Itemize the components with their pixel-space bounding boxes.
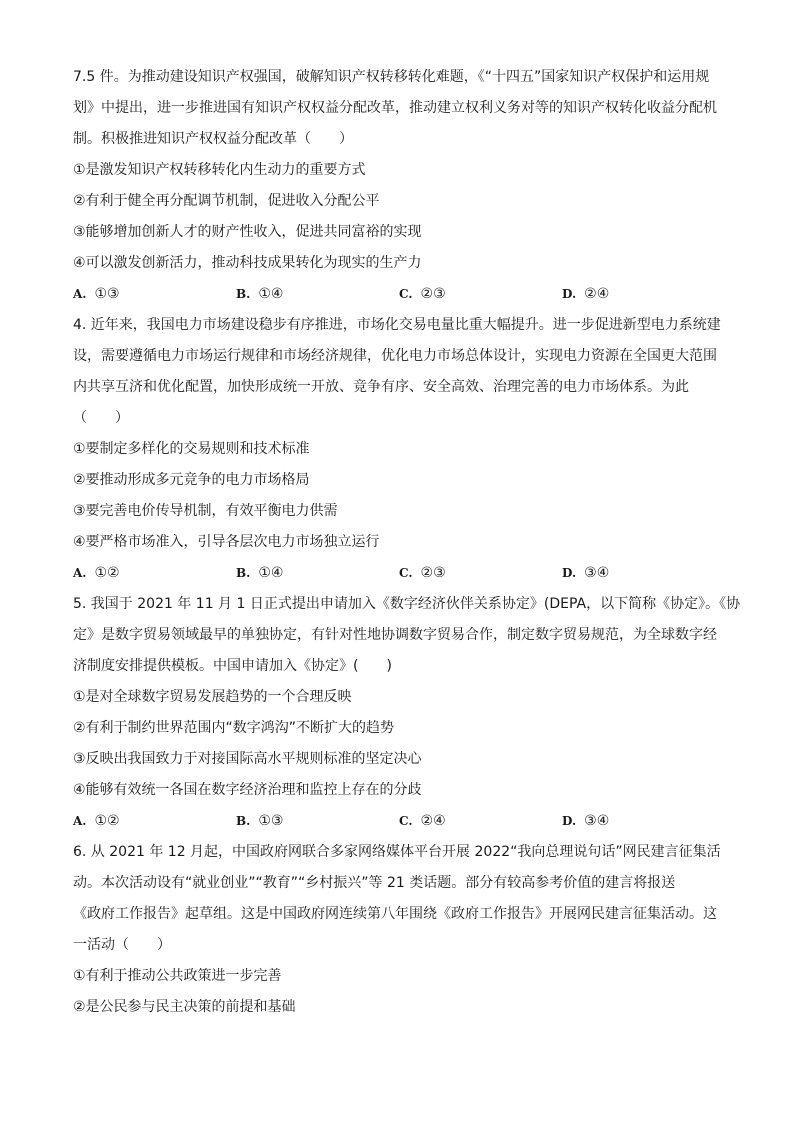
statement-4: ④可以激发创新活力，推动科技成果转化为现实的生产力 (73, 255, 422, 271)
answer-options (73, 558, 725, 589)
statement-3: ③要完善电价传导机制，有效平衡电力供需 (73, 503, 338, 519)
stem-line: 5. 我国于 2021 年 11 月 1 日正式提出申请加入《数字经济伙伴关系协定》(DEPA，以下简称《协定》。《协 (73, 596, 741, 612)
question-stem (73, 310, 725, 434)
option-letter: A. (73, 814, 87, 828)
option-letter: D. (562, 566, 577, 580)
question-5 (73, 589, 741, 837)
option-a[interactable] (73, 806, 236, 837)
option-letter: C. (399, 814, 413, 828)
option-letter: D. (562, 287, 577, 301)
option-text: ②④ (420, 813, 446, 829)
stem-line: 济制度安排提供模板。中国申请加入《协定》( ) (73, 658, 392, 674)
option-text: ②③ (420, 286, 446, 302)
statement-3: ③能够增加创新人才的财产性收入，促进共同富裕的实现 (73, 224, 422, 240)
option-d[interactable] (562, 279, 712, 310)
question-stem (73, 62, 725, 155)
statement-1: ①是对全球数字贸易发展趋势的一个合理反映 (73, 689, 352, 705)
option-b[interactable] (236, 558, 399, 589)
option-text: ③④ (584, 813, 610, 829)
option-text: ②③ (420, 565, 446, 581)
stem-line: 设，需要遵循电力市场运行规律和市场经济规律，优化电力市场总体设计，实现电力资源在全国更大范围 (73, 348, 717, 364)
stem-line: 定》是数字贸易领域最早的单独协定，有针对性地协调数字贸易合作，制定数字贸易规范，为全球数字经 (73, 627, 717, 643)
option-letter: B. (236, 814, 251, 828)
option-text: ②④ (584, 286, 610, 302)
statement-2: ②是公民参与民主决策的前提和基础 (73, 999, 296, 1015)
statement-2: ②有利于制约世界范围内“数字鸿沟”不断扩大的趋势 (73, 720, 395, 736)
option-letter: C. (399, 566, 413, 580)
answer-options (73, 806, 725, 837)
option-c[interactable] (399, 279, 562, 310)
question-4 (73, 310, 725, 589)
option-text: ①③ (258, 813, 284, 829)
option-a[interactable] (73, 558, 236, 589)
option-text: ③④ (584, 565, 610, 581)
stem-line: 一活动（ ） (73, 937, 171, 953)
exam-page (73, 62, 741, 1023)
stem-line: 6. 从 2021 年 12 月起，中国政府网联合多家网络媒体平台开展 2022“我向总理说句话”网民建言征集活 (73, 844, 721, 860)
stem-line: 动。本次活动设有“就业创业”“教育”“乡村振兴”等 21 类话题。部分有较高参考价值的建言将报送 (73, 875, 676, 891)
option-letter: B. (236, 287, 251, 301)
stem-line: 4. 近年来，我国电力市场建设稳步有序推进，市场化交易电量比重大幅提升。进一步促进新型电力系统建 (73, 317, 721, 333)
stem-line: 《政府工作报告》起草组。这是中国政府网连续第八年围绕《政府工作报告》开展网民建言征集活动。这 (73, 906, 717, 922)
option-letter: A. (73, 287, 87, 301)
option-letter: A. (73, 566, 87, 580)
option-text: ①④ (258, 286, 284, 302)
option-text: ①③ (94, 286, 120, 302)
option-letter: D. (562, 814, 577, 828)
statement-1: ①有利于推动公共政策进一步完善 (73, 968, 282, 984)
option-b[interactable] (236, 806, 399, 837)
statement-1: ①要制定多样化的交易规则和技术标准 (73, 441, 310, 457)
stem-line: 内共享互济和优化配置，加快形成统一开放、竞争有序、安全高效、治理完善的电力市场体系。为此 (73, 379, 689, 395)
option-a[interactable] (73, 279, 236, 310)
option-d[interactable] (562, 558, 712, 589)
option-b[interactable] (236, 279, 399, 310)
option-text: ①④ (258, 565, 284, 581)
answer-options (73, 279, 725, 310)
statement-1: ①是激发知识产权转移转化内生动力的重要方式 (73, 162, 366, 178)
question-stem (73, 837, 725, 961)
statement-4: ④能够有效统一各国在数字经济治理和监控上存在的分歧 (73, 782, 422, 798)
statement-2: ②有利于健全再分配调节机制，促进收入分配公平 (73, 193, 380, 209)
question-3 (73, 62, 725, 310)
stem-line: 制。积极推进知识产权权益分配改革（ ） (73, 131, 353, 147)
option-letter: B. (236, 566, 251, 580)
statement-3: ③反映出我国致力于对接国际高水平规则标准的坚定决心 (73, 751, 422, 767)
option-text: ①② (94, 813, 120, 829)
option-d[interactable] (562, 806, 712, 837)
option-c[interactable] (399, 806, 562, 837)
stem-line: 7.5 件。为推动建设知识产权强国，破解知识产权转移转化难题，《“十四五”国家知识产权保护和运用规 (73, 69, 710, 85)
stem-line: （ ） (73, 410, 129, 426)
question-stem (73, 589, 741, 682)
statement-2: ②要推动形成多元竞争的电力市场格局 (73, 472, 310, 488)
stem-line: 划》中提出，进一步推进国有知识产权权益分配改革，推动建立权利义务对等的知识产权转化收益分配机 (73, 100, 717, 116)
statement-4: ④要严格市场准入，引导各层次电力市场独立运行 (73, 534, 380, 550)
question-6 (73, 837, 725, 1023)
option-text: ①② (94, 565, 120, 581)
option-c[interactable] (399, 558, 562, 589)
option-letter: C. (399, 287, 413, 301)
